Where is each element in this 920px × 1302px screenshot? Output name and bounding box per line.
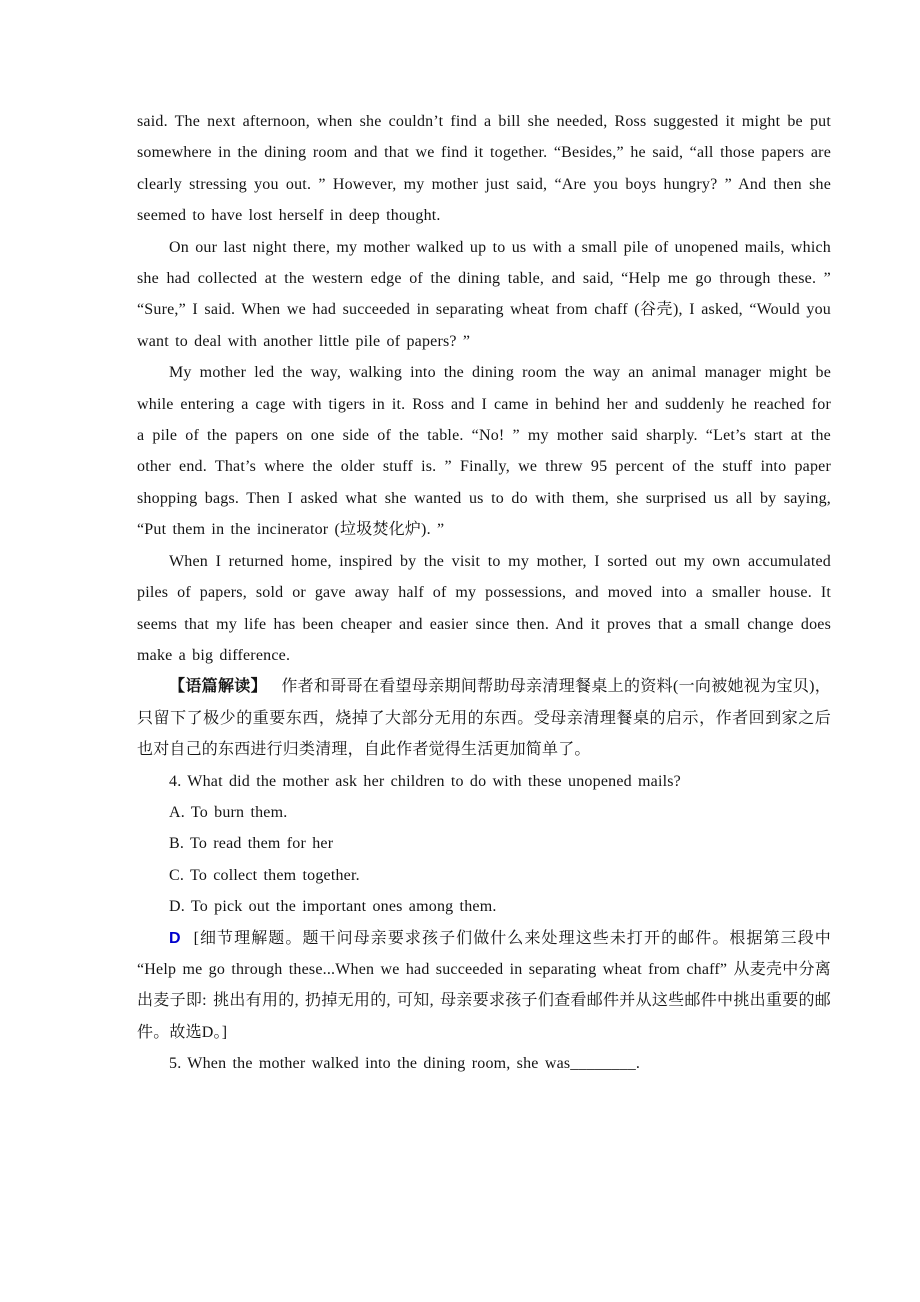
document-content xyxy=(137,106,831,1080)
analysis-label: 【语篇解读】 xyxy=(169,678,267,696)
question-4-option-a: A. To burn them. xyxy=(169,803,288,821)
passage-paragraph: On our last night there, my mother walked up to us with a small pile of unopened mails, which she had collected at the western edge of the dining table, and said, “Help me go through these. ” “Sure,” I said. When we had succeeded in separating wheat from chaff (谷壳), I asked, “Would you want to deal with another little pile of papers? ” xyxy=(137,238,831,350)
question-4-option-b: B. To read them for her xyxy=(169,835,334,853)
passage-paragraph: When I returned home, inspired by the visit to my mother, I sorted out my own accumulated piles of papers, sold or gave away half of my possessions, and moved into a smaller house. It seems that my life has been cheaper and easier since then. And it proves that a small change does make a big difference. xyxy=(137,552,831,664)
answer-explanation: [细节理解题。题干问母亲要求孩子们做什么来处理这些未打开的邮件。根据第三段中 “Help me go through these...When we had succeeded in separating wheat from chaff” 从麦壳中分离出麦子即: 挑出有用的, 扔掉无用的, 可知, 母亲要求孩子们查看邮件并从这些邮件中挑出重要的邮件。故选D。] xyxy=(137,929,831,1041)
answer-letter: D xyxy=(169,929,181,947)
question-4-option-c: C. To collect them together. xyxy=(169,866,360,884)
passage-paragraph: My mother led the way, walking into the dining room the way an animal manager might be while entering a cage with tigers in it. Ross and I came in behind her and suddenly he reached for a pile of the papers on one side of the table. “No! ” my mother said sharply. “Let’s start at the other end. That’s where the older stuff is. ” Finally, we threw 95 percent of the stuff into paper shopping bags. Then I asked what she wanted us to do with them, she surprised us all by saying, “Put them in the incinerator (垃圾焚化炉). ” xyxy=(137,364,831,539)
passage-paragraph-continuation: said. The next afternoon, when she couldn’t find a bill she needed, Ross suggested it might be put somewhere in the dining room and that we find it together. “Besides,” he said, “all those papers are clearly stressing you out. ” However, my mother just said, “Are you boys hungry? ” And then she seemed to have lost herself in deep thought. xyxy=(137,113,831,225)
question-4-option-d: D. To pick out the important ones among them. xyxy=(169,898,497,916)
passage-analysis xyxy=(137,671,831,765)
analysis-text: 作者和哥哥在看望母亲期间帮助母亲清理餐桌上的资料(一向被她视为宝贝)，只留下了极少的重要东西，烧掉了大部分无用的东西。受母亲清理餐桌的启示，作者回到家之后也对自己的东西进行归类清理，自此作者觉得生活更加简单了。 xyxy=(137,678,831,759)
question-4-stem: 4. What did the mother ask her children to do with these unopened mails? xyxy=(169,772,681,790)
question-5-stem: 5. When the mother walked into the dining room, she was________. xyxy=(169,1055,641,1073)
question-4-answer xyxy=(137,923,831,1049)
